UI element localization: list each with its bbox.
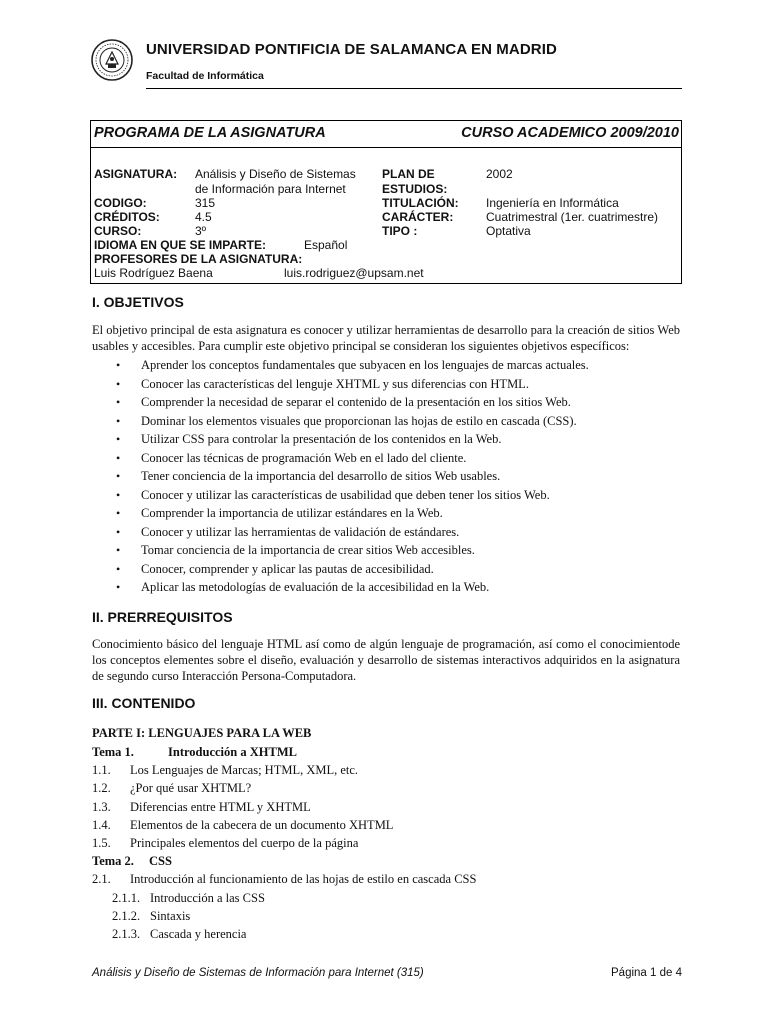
- university-name: UNIVERSIDAD PONTIFICIA DE SALAMANCA EN MADRID: [146, 41, 557, 58]
- codigo-label: CODIGO:: [94, 196, 147, 210]
- idioma-value: Español: [304, 238, 348, 252]
- idioma-label: IDIOMA EN QUE SE IMPARTE:: [94, 238, 267, 252]
- asignatura-value-1: Análisis y Diseño de Sistemas: [195, 167, 356, 181]
- prerrequisitos-heading: II. PRERREQUISITOS: [92, 609, 233, 625]
- parte-title: PARTE I: LENGUAJES PARA LA WEB: [92, 726, 312, 740]
- list-item: • Aplicar las metodologías de evaluación de la accesibilidad en la Web.: [92, 578, 680, 597]
- plan-label-1: PLAN DE: [382, 167, 435, 181]
- objetivos-list: [92, 356, 680, 597]
- toc-item: Tema 1. Introducción a XHTML: [92, 745, 297, 759]
- profesor-name: Luis Rodríguez Baena: [94, 266, 213, 280]
- profesor-email: luis.rodriguez@upsam.net: [284, 266, 424, 280]
- toc-item: 2.1.1. Introducción a las CSS: [112, 890, 265, 905]
- creditos-value: 4.5: [195, 210, 212, 224]
- page-header: [90, 38, 682, 88]
- titulacion-value: Ingeniería en Informática: [486, 196, 619, 210]
- list-item: • Aprender los conceptos fundamentales que subyacen en los lenguajes de marcas actuales.: [92, 356, 680, 375]
- profesores-label: PROFESORES DE LA ASIGNATURA:: [94, 252, 303, 266]
- toc-item: 1.2. ¿Por qué usar XHTML?: [92, 781, 252, 796]
- toc-item: 2.1. Introducción al funcionamiento de las hojas de estilo en cascada CSS: [92, 872, 477, 887]
- list-item: • Tomar conciencia de la importancia de crear sitios Web accesibles.: [92, 541, 680, 560]
- tipo-label: TIPO :: [382, 224, 418, 238]
- toc-item: 2.1.2. Sintaxis: [112, 908, 191, 923]
- creditos-label: CRÉDITOS:: [94, 210, 160, 224]
- contenido-list: [92, 743, 680, 943]
- titulacion-label: TITULACIÓN:: [382, 196, 459, 210]
- curso-label: CURSO:: [94, 224, 142, 238]
- tipo-value: Optativa: [486, 224, 531, 238]
- plan-label-2: ESTUDIOS:: [382, 182, 448, 196]
- contenido-heading: III. CONTENIDO: [92, 695, 196, 711]
- list-item: • Conocer y utilizar las herramientas de validación de estándares.: [92, 523, 680, 542]
- list-item: • Comprender la importancia de utilizar estándares en la Web.: [92, 504, 680, 523]
- list-item: • Conocer y utilizar las características de usabilidad que deben tener los sitios Web.: [92, 486, 680, 505]
- asignatura-value-2: de Información para Internet: [195, 182, 346, 196]
- faculty-name: Facultad de Informática: [146, 70, 264, 82]
- toc-item: 2.1.3. Cascada y herencia: [112, 927, 247, 942]
- toc-item: Tema 2. CSS: [92, 854, 172, 869]
- list-item: • Dominar los elementos visuales que proporcionan las hojas de estilo en cascada (CSS).: [92, 412, 680, 431]
- toc-item: 1.5. Principales elementos del cuerpo de la página: [92, 836, 359, 851]
- plan-value: 2002: [486, 167, 513, 181]
- objetivos-heading: I. OBJETIVOS: [92, 294, 184, 310]
- toc-item: 1.3. Diferencias entre HTML y XHTML: [92, 799, 311, 814]
- footer-course: Análisis y Diseño de Sistemas de Información para Internet (315): [92, 967, 424, 979]
- caracter-label: CARÁCTER:: [382, 210, 454, 224]
- list-item: • Conocer las características del lenguje XHTML y sus diferencias con HTML.: [92, 375, 680, 394]
- program-title-divider: [91, 147, 681, 148]
- university-seal-icon: [90, 38, 134, 82]
- caracter-value: Cuatrimestral (1er. cuatrimestre): [486, 210, 659, 224]
- list-item: • Conocer las técnicas de programación Web en el lado del cliente.: [92, 449, 680, 468]
- toc-item: 1.1. Los Lenguajes de Marcas; HTML, XML, etc.: [92, 763, 359, 778]
- header-divider: [146, 88, 682, 89]
- program-box: [90, 120, 682, 284]
- toc-item: 1.4. Elementos de la cabecera de un documento XHTML: [92, 817, 394, 832]
- objetivos-intro: El objetivo principal de esta asignatura es conocer y utilizar herramientas de desarrollo para la creación de sitios Web usables y accesibles. Para cumplir este objetivo principal se consideran los siguientes objetivos específicos:: [92, 323, 680, 353]
- list-item: • Tener conciencia de la importancia del desarrollo de sitios Web usables.: [92, 467, 680, 486]
- list-item: • Conocer, comprender y aplicar las pautas de accesibilidad.: [92, 560, 680, 579]
- footer-page-number: Página 1 de 4: [611, 967, 682, 979]
- curso-value: 3º: [195, 224, 207, 238]
- program-title: PROGRAMA DE LA ASIGNATURA: [94, 125, 326, 141]
- list-item: • Comprender la necesidad de separar el contenido de la presentación en los sitios Web.: [92, 393, 680, 412]
- codigo-value: 315: [195, 196, 216, 210]
- academic-year: CURSO ACADEMICO 2009/2010: [461, 125, 679, 141]
- prerrequisitos-text: Conocimiento básico del lenguaje HTML así como de algún lenguaje de programación, así como el conocimientode los conceptos elementes sobre el diseño, evaluación y desarrollo de sistemas interactivos adquiridos en la asignatura de segundo curso Interacción Persona-Computadora.: [92, 637, 680, 683]
- asignatura-label: ASIGNATURA:: [94, 167, 178, 181]
- list-item: • Utilizar CSS para controlar la presentación de los contenidos en la Web.: [92, 430, 680, 449]
